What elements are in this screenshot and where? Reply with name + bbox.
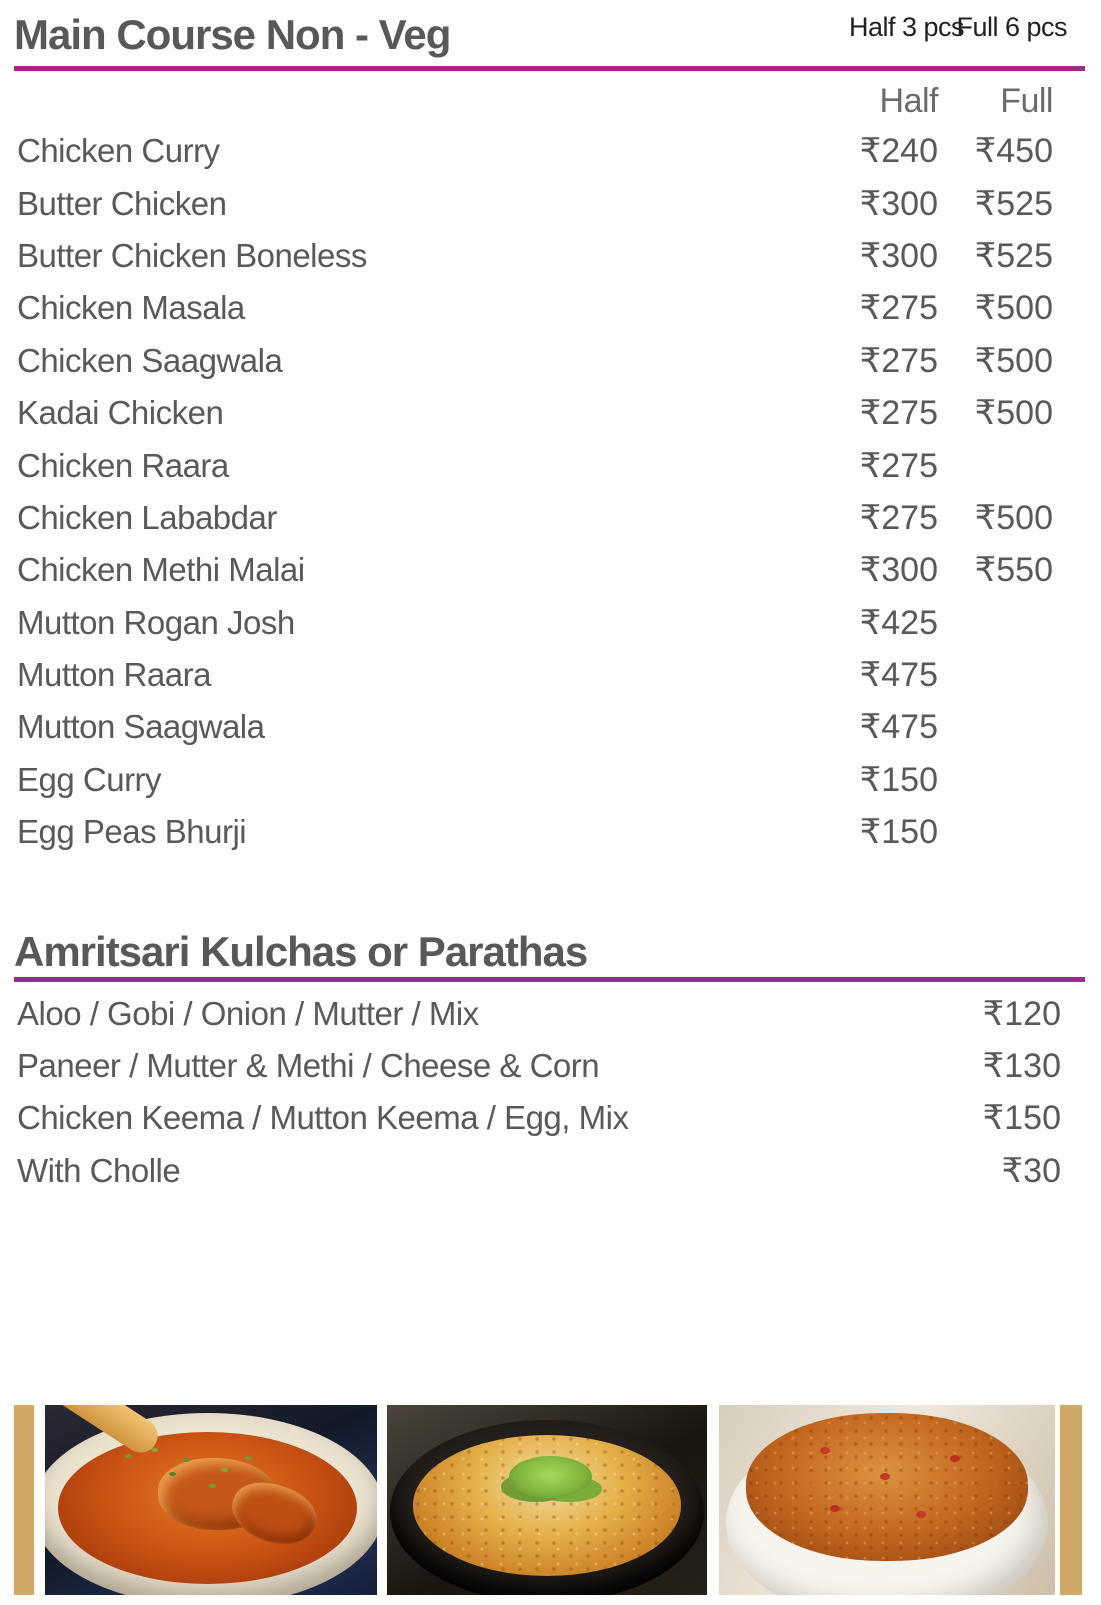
main-course-list <box>0 125 1101 858</box>
item-price-half: ₹275 <box>859 341 938 380</box>
item-price-half: ₹475 <box>859 656 938 695</box>
item-name: Aloo / Gobi / Onion / Mutter / Mix <box>17 994 479 1032</box>
item-name: Chicken Keema / Mutton Keema / Egg, Mix <box>17 1099 629 1137</box>
menu-item-row <box>0 439 1101 491</box>
item-price-half: ₹150 <box>859 813 938 852</box>
photo-strip <box>0 1405 1101 1595</box>
item-name: Mutton Raara <box>17 656 211 694</box>
accent-rule <box>14 66 1085 71</box>
item-price-half: ₹240 <box>859 132 938 171</box>
item-price-full: ₹500 <box>974 498 1053 537</box>
keema-texture <box>746 1413 1028 1561</box>
menu-item-row <box>0 1145 1101 1197</box>
item-price-full: ₹550 <box>974 551 1053 590</box>
item-price-half: ₹300 <box>859 551 938 590</box>
item-name: Chicken Curry <box>17 132 220 170</box>
item-price: ₹30 <box>1001 1151 1061 1190</box>
section-header-main-course <box>0 0 1101 66</box>
item-price-half: ₹300 <box>859 184 938 223</box>
menu-item-row <box>0 701 1101 753</box>
item-price-half: ₹275 <box>859 446 938 485</box>
menu-item-row <box>0 597 1101 649</box>
menu-item-row <box>0 387 1101 439</box>
menu-item-row <box>0 1040 1101 1092</box>
gold-divider-bar <box>1060 1405 1082 1595</box>
item-price-half: ₹475 <box>859 708 938 747</box>
menu-item-row <box>0 230 1101 282</box>
item-price: ₹150 <box>982 1099 1061 1138</box>
item-name: Chicken Saagwala <box>17 341 283 379</box>
portion-note-full: Full 6 pcs <box>956 12 1067 42</box>
item-name: Paneer / Mutter & Methi / Cheese & Corn <box>17 1047 600 1085</box>
item-price: ₹120 <box>982 994 1061 1033</box>
menu-item-row <box>0 987 1101 1039</box>
menu-item-row <box>0 544 1101 596</box>
menu-item-row <box>0 649 1101 701</box>
page-title: Main Course Non - Veg <box>14 11 451 58</box>
section-title-kulchas: Amritsari Kulchas or Parathas <box>14 928 588 976</box>
item-price-half: ₹275 <box>859 394 938 433</box>
item-price: ₹130 <box>982 1047 1061 1086</box>
item-name: Egg Curry <box>17 760 162 798</box>
menu-item-row <box>0 492 1101 544</box>
item-name: Butter Chicken Boneless <box>17 236 367 274</box>
item-name: Chicken Lababdar <box>17 498 277 536</box>
item-name: Mutton Rogan Josh <box>17 603 295 641</box>
column-header-full: Full <box>1000 81 1053 120</box>
menu-item-row <box>0 282 1101 334</box>
chicken-curry-photo <box>45 1405 377 1595</box>
item-name: Mutton Saagwala <box>17 708 265 746</box>
column-header-half: Half <box>879 81 938 120</box>
portion-notes <box>849 12 1067 43</box>
item-price-half: ₹150 <box>859 760 938 799</box>
menu-item-row <box>0 125 1101 177</box>
item-price-half: ₹425 <box>859 603 938 642</box>
portion-note-half: Half 3 pcs <box>849 12 965 42</box>
item-price-half: ₹275 <box>859 289 938 328</box>
item-price-full: ₹450 <box>974 132 1053 171</box>
item-price-full: ₹500 <box>974 289 1053 328</box>
accent-rule <box>14 977 1085 982</box>
price-column-headers <box>0 77 1101 125</box>
item-price-half: ₹275 <box>859 498 938 537</box>
item-name: With Cholle <box>17 1151 181 1189</box>
mutton-keema-photo <box>719 1405 1055 1595</box>
cheese-corn-photo <box>387 1405 707 1595</box>
item-price-half: ₹300 <box>859 236 938 275</box>
red-pepper-bits <box>820 1447 830 1454</box>
gold-divider-bar <box>14 1405 34 1595</box>
menu-item-row <box>0 1092 1101 1144</box>
item-price-full: ₹500 <box>974 394 1053 433</box>
item-name: Kadai Chicken <box>17 394 224 432</box>
item-name: Chicken Methi Malai <box>17 551 305 589</box>
menu-item-row <box>0 177 1101 229</box>
item-name: Butter Chicken <box>17 184 227 222</box>
menu-item-row <box>0 754 1101 806</box>
menu-item-row <box>0 335 1101 387</box>
kulchas-list <box>0 987 1101 1197</box>
item-name: Egg Peas Bhurji <box>17 813 247 851</box>
item-price-full: ₹525 <box>974 236 1053 275</box>
menu-item-row <box>0 806 1101 858</box>
item-name: Chicken Raara <box>17 446 229 484</box>
item-name: Chicken Masala <box>17 289 245 327</box>
item-price-full: ₹500 <box>974 341 1053 380</box>
spring-onion-garnish <box>509 1456 592 1498</box>
item-price-full: ₹525 <box>974 184 1053 223</box>
